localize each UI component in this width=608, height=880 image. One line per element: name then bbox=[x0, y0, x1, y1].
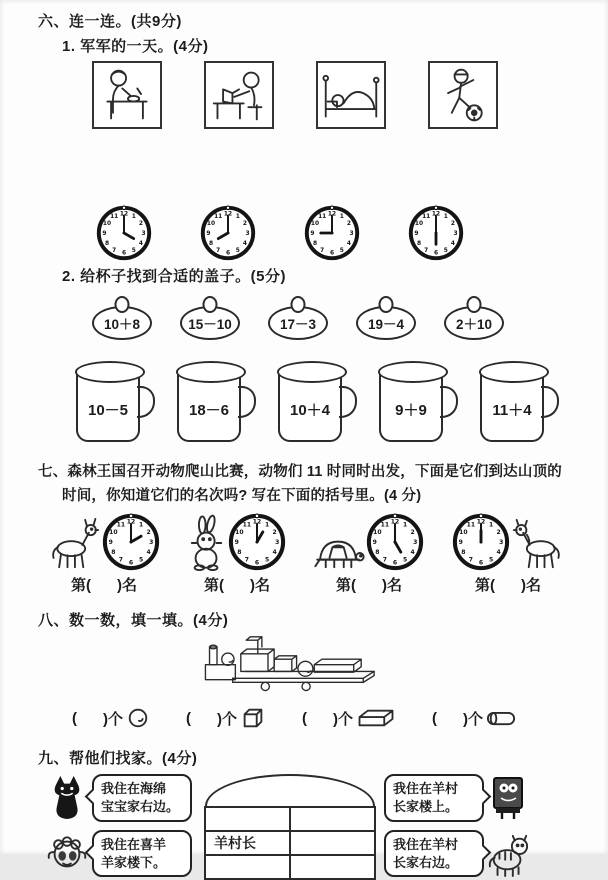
svg-text:5: 5 bbox=[443, 247, 448, 254]
lid-label: 10＋8 bbox=[103, 317, 141, 332]
svg-text:5: 5 bbox=[131, 247, 136, 254]
svg-text:2: 2 bbox=[242, 221, 248, 228]
svg-text:6: 6 bbox=[329, 250, 335, 257]
svg-text:4: 4 bbox=[450, 240, 456, 247]
svg-text:7: 7 bbox=[112, 247, 117, 254]
svg-text:10: 10 bbox=[235, 528, 244, 536]
speech-bubble-spongebob: 我住在羊村 长家楼上。 bbox=[384, 774, 484, 821]
speaker-row-sheep bbox=[46, 830, 196, 877]
svg-text:2: 2 bbox=[450, 221, 456, 228]
svg-text:3: 3 bbox=[413, 539, 418, 547]
analog-clock-2-00 bbox=[102, 513, 160, 571]
analog-clock-9-00 bbox=[304, 205, 360, 261]
svg-text:2: 2 bbox=[146, 528, 151, 536]
svg-text:6: 6 bbox=[478, 559, 484, 567]
lid-label: 17－3 bbox=[279, 317, 317, 332]
svg-text:11: 11 bbox=[466, 521, 476, 529]
analog-clock-12-00 bbox=[452, 513, 510, 571]
rank-blank: 第( )名 bbox=[336, 577, 402, 594]
donkey-icon bbox=[48, 517, 100, 571]
daily-activity-pictures bbox=[92, 61, 608, 129]
cup-expression bbox=[177, 370, 241, 442]
svg-text:9: 9 bbox=[310, 230, 315, 237]
cube-icon bbox=[240, 705, 266, 731]
cup-handle bbox=[339, 386, 357, 418]
svg-text:10: 10 bbox=[373, 528, 382, 536]
svg-text:10: 10 bbox=[206, 221, 216, 228]
count-item-cuboid: ( )个 bbox=[302, 707, 396, 729]
svg-text:2: 2 bbox=[138, 221, 144, 228]
svg-text:8: 8 bbox=[416, 240, 422, 247]
svg-text:1: 1 bbox=[139, 521, 144, 529]
sphere-icon bbox=[126, 706, 150, 730]
picture-eating-meal bbox=[92, 61, 162, 129]
svg-text:1: 1 bbox=[131, 213, 136, 220]
svg-text:6: 6 bbox=[392, 559, 398, 567]
eating-meal-icon bbox=[96, 66, 158, 124]
lid-label: 15－10 bbox=[188, 317, 232, 332]
cup-label: 10－5 bbox=[87, 401, 129, 419]
section-8-title: 八、数一数，填一填。(4分) bbox=[38, 612, 229, 629]
analog-clock-6-00 bbox=[408, 205, 464, 261]
building-row-top bbox=[205, 807, 375, 831]
cylinder-icon bbox=[486, 711, 516, 726]
blocks-train-drawing bbox=[200, 632, 385, 696]
svg-text:6: 6 bbox=[128, 559, 134, 567]
svg-text:1: 1 bbox=[489, 521, 494, 529]
svg-text:5: 5 bbox=[403, 556, 408, 564]
svg-text:12: 12 bbox=[126, 518, 136, 526]
sheep-village-building bbox=[204, 774, 376, 880]
svg-text:3: 3 bbox=[349, 230, 354, 237]
blocks-train-figure bbox=[200, 632, 608, 701]
spongebob-icon bbox=[488, 774, 528, 822]
svg-text:8: 8 bbox=[237, 549, 242, 557]
svg-text:4: 4 bbox=[346, 240, 352, 247]
lid-expression bbox=[180, 306, 240, 340]
svg-text:3: 3 bbox=[141, 230, 146, 237]
svg-text:7: 7 bbox=[424, 247, 429, 254]
svg-text:6: 6 bbox=[254, 559, 260, 567]
cup-expression bbox=[76, 370, 140, 442]
svg-text:8: 8 bbox=[461, 549, 466, 557]
speech-bubble-tiger: 我住在羊村 长家右边。 bbox=[384, 830, 484, 877]
svg-text:10: 10 bbox=[109, 528, 118, 536]
svg-text:5: 5 bbox=[235, 247, 240, 254]
svg-text:10: 10 bbox=[102, 221, 112, 228]
speaker-row-tiger bbox=[384, 830, 540, 877]
svg-text:3: 3 bbox=[275, 539, 280, 547]
section-9-title: 九、帮他们找家。(4分) bbox=[38, 750, 198, 767]
cup-handle bbox=[541, 386, 559, 418]
racer-donkey bbox=[48, 513, 160, 595]
find-home-figure bbox=[46, 774, 608, 880]
cup-expression bbox=[278, 370, 342, 442]
svg-text:1: 1 bbox=[443, 213, 448, 220]
section-6-title: 六、连一连。(共9分) bbox=[38, 13, 182, 30]
gray-wolf-icon bbox=[46, 774, 88, 822]
svg-text:8: 8 bbox=[104, 240, 110, 247]
cup-label: 10＋4 bbox=[289, 401, 331, 419]
lid-expression bbox=[356, 306, 416, 340]
sheep-icon bbox=[46, 831, 88, 877]
svg-text:9: 9 bbox=[372, 539, 377, 547]
racer-turtle bbox=[314, 513, 424, 595]
rabbit-icon bbox=[188, 515, 226, 571]
svg-text:7: 7 bbox=[216, 247, 221, 254]
svg-text:11: 11 bbox=[214, 213, 223, 220]
picture-sleeping-in-bed bbox=[316, 61, 386, 129]
tiger-icon bbox=[488, 831, 530, 877]
clock-options-row bbox=[96, 205, 608, 261]
section-7-title-line1: 七、森林王国召开动物爬山比赛，动物们 11 时同时出发，下面是它们到达山顶的 bbox=[38, 464, 562, 480]
svg-text:10: 10 bbox=[459, 528, 468, 536]
svg-text:9: 9 bbox=[234, 539, 239, 547]
room-cell-village-chief bbox=[205, 831, 290, 855]
svg-text:11: 11 bbox=[110, 213, 119, 220]
cup-label: 11＋4 bbox=[492, 401, 532, 419]
cup-handle bbox=[440, 386, 458, 418]
count-item-cylinder: ( )个 bbox=[432, 708, 516, 729]
svg-text:4: 4 bbox=[242, 240, 248, 247]
svg-text:9: 9 bbox=[206, 230, 211, 237]
analog-clock-5-00 bbox=[366, 513, 424, 571]
cup-handle bbox=[137, 386, 155, 418]
svg-text:1: 1 bbox=[339, 213, 344, 220]
rank-blank: 第( )名 bbox=[204, 577, 270, 594]
svg-text:1: 1 bbox=[403, 521, 408, 529]
building-row-bottom bbox=[205, 855, 375, 879]
horse-icon bbox=[512, 517, 564, 571]
svg-text:7: 7 bbox=[468, 556, 473, 564]
svg-text:12: 12 bbox=[252, 518, 262, 526]
turtle-icon bbox=[314, 535, 364, 571]
svg-text:11: 11 bbox=[422, 213, 431, 220]
svg-text:5: 5 bbox=[339, 247, 344, 254]
section-7-title-line2: 时间，你知道它们的名次吗? 写在下面的括号里。(4 分) bbox=[62, 488, 422, 504]
sleeping-in-bed-icon bbox=[320, 66, 382, 124]
svg-text:8: 8 bbox=[111, 549, 116, 557]
lid-label: 19－4 bbox=[367, 317, 405, 332]
building-rooms-grid bbox=[204, 806, 376, 880]
left-speakers-column bbox=[46, 774, 196, 877]
count-item-sphere: ( )个 bbox=[72, 706, 150, 730]
analog-clock-4-00 bbox=[96, 205, 152, 261]
racer-horse bbox=[452, 513, 564, 595]
lid-expression bbox=[444, 306, 504, 340]
cuboid-icon bbox=[356, 707, 396, 729]
room-cell bbox=[205, 855, 290, 879]
room-cell bbox=[205, 807, 290, 831]
building-row-middle bbox=[205, 831, 375, 855]
svg-text:5: 5 bbox=[489, 556, 494, 564]
racers-row bbox=[48, 513, 608, 595]
svg-text:6: 6 bbox=[433, 250, 439, 257]
lid-expression bbox=[268, 306, 328, 340]
cup-label: 18－6 bbox=[188, 401, 230, 419]
svg-text:7: 7 bbox=[320, 247, 325, 254]
svg-text:7: 7 bbox=[382, 556, 387, 564]
right-speakers-column bbox=[384, 774, 540, 877]
building-roof-dome bbox=[205, 774, 375, 806]
svg-text:4: 4 bbox=[496, 549, 501, 557]
svg-text:9: 9 bbox=[414, 230, 419, 237]
cup-expression bbox=[480, 370, 544, 442]
section-6-part1-title: 1. 军军的一天。(4分) bbox=[62, 38, 209, 55]
svg-text:12: 12 bbox=[327, 211, 337, 218]
svg-text:2: 2 bbox=[346, 221, 352, 228]
room-cell bbox=[290, 807, 375, 831]
lids-row bbox=[92, 306, 608, 340]
cup-handle bbox=[238, 386, 256, 418]
counting-blanks-row bbox=[72, 705, 608, 731]
svg-text:12: 12 bbox=[476, 518, 486, 526]
svg-text:8: 8 bbox=[375, 549, 380, 557]
svg-text:9: 9 bbox=[102, 230, 107, 237]
svg-text:3: 3 bbox=[149, 539, 154, 547]
svg-text:9: 9 bbox=[458, 539, 463, 547]
room-cell bbox=[290, 831, 375, 855]
svg-text:3: 3 bbox=[499, 539, 504, 547]
picture-reading-at-desk bbox=[204, 61, 274, 129]
svg-text:12: 12 bbox=[223, 211, 233, 218]
svg-text:4: 4 bbox=[410, 549, 415, 557]
svg-text:5: 5 bbox=[265, 556, 270, 564]
svg-text:10: 10 bbox=[414, 221, 424, 228]
svg-text:12: 12 bbox=[431, 211, 441, 218]
svg-text:2: 2 bbox=[496, 528, 501, 536]
svg-text:4: 4 bbox=[146, 549, 151, 557]
lid-expression bbox=[92, 306, 152, 340]
svg-text:3: 3 bbox=[453, 230, 458, 237]
speaker-row-spongebob bbox=[384, 774, 540, 822]
cup-expression bbox=[379, 370, 443, 442]
picture-playing-football bbox=[428, 61, 498, 129]
analog-clock-8-00 bbox=[200, 205, 256, 261]
svg-text:12: 12 bbox=[119, 211, 129, 218]
room-cell bbox=[290, 855, 375, 879]
svg-text:11: 11 bbox=[242, 521, 252, 529]
svg-text:4: 4 bbox=[138, 240, 144, 247]
svg-text:10: 10 bbox=[310, 221, 320, 228]
svg-text:7: 7 bbox=[118, 556, 123, 564]
svg-text:7: 7 bbox=[244, 556, 249, 564]
rank-blank: 第( )名 bbox=[475, 577, 541, 594]
svg-text:1: 1 bbox=[235, 213, 240, 220]
rank-blank: 第( )名 bbox=[71, 577, 137, 594]
count-item-cube: ( )个 bbox=[186, 705, 266, 731]
svg-text:8: 8 bbox=[312, 240, 318, 247]
cup-label: 9＋9 bbox=[395, 401, 427, 419]
reading-at-desk-icon bbox=[208, 66, 270, 124]
svg-text:2: 2 bbox=[410, 528, 415, 536]
lid-label: 2＋10 bbox=[455, 317, 493, 332]
speech-bubble-wolf: 我住在海绵 宝宝家右边。 bbox=[92, 774, 192, 821]
svg-text:9: 9 bbox=[108, 539, 113, 547]
village-chief-label: 羊村长 bbox=[214, 835, 256, 851]
racer-rabbit bbox=[188, 513, 286, 595]
svg-text:6: 6 bbox=[225, 250, 231, 257]
svg-text:1: 1 bbox=[265, 521, 270, 529]
svg-text:6: 6 bbox=[121, 250, 127, 257]
svg-text:5: 5 bbox=[139, 556, 144, 564]
svg-text:2: 2 bbox=[272, 528, 277, 536]
speech-bubble-sheep: 我住在喜羊 羊家楼下。 bbox=[92, 830, 192, 877]
svg-text:3: 3 bbox=[245, 230, 250, 237]
svg-text:11: 11 bbox=[380, 521, 390, 529]
section-6-part2-title: 2. 给杯子找到合适的盖子。(5分) bbox=[62, 268, 287, 285]
svg-text:11: 11 bbox=[116, 521, 126, 529]
svg-text:8: 8 bbox=[208, 240, 214, 247]
svg-text:12: 12 bbox=[390, 518, 400, 526]
svg-text:11: 11 bbox=[318, 213, 327, 220]
playing-football-icon bbox=[432, 66, 494, 124]
speaker-row-wolf bbox=[46, 774, 196, 822]
analog-clock-1-00 bbox=[228, 513, 286, 571]
cups-row bbox=[76, 370, 608, 442]
svg-text:4: 4 bbox=[272, 549, 277, 557]
